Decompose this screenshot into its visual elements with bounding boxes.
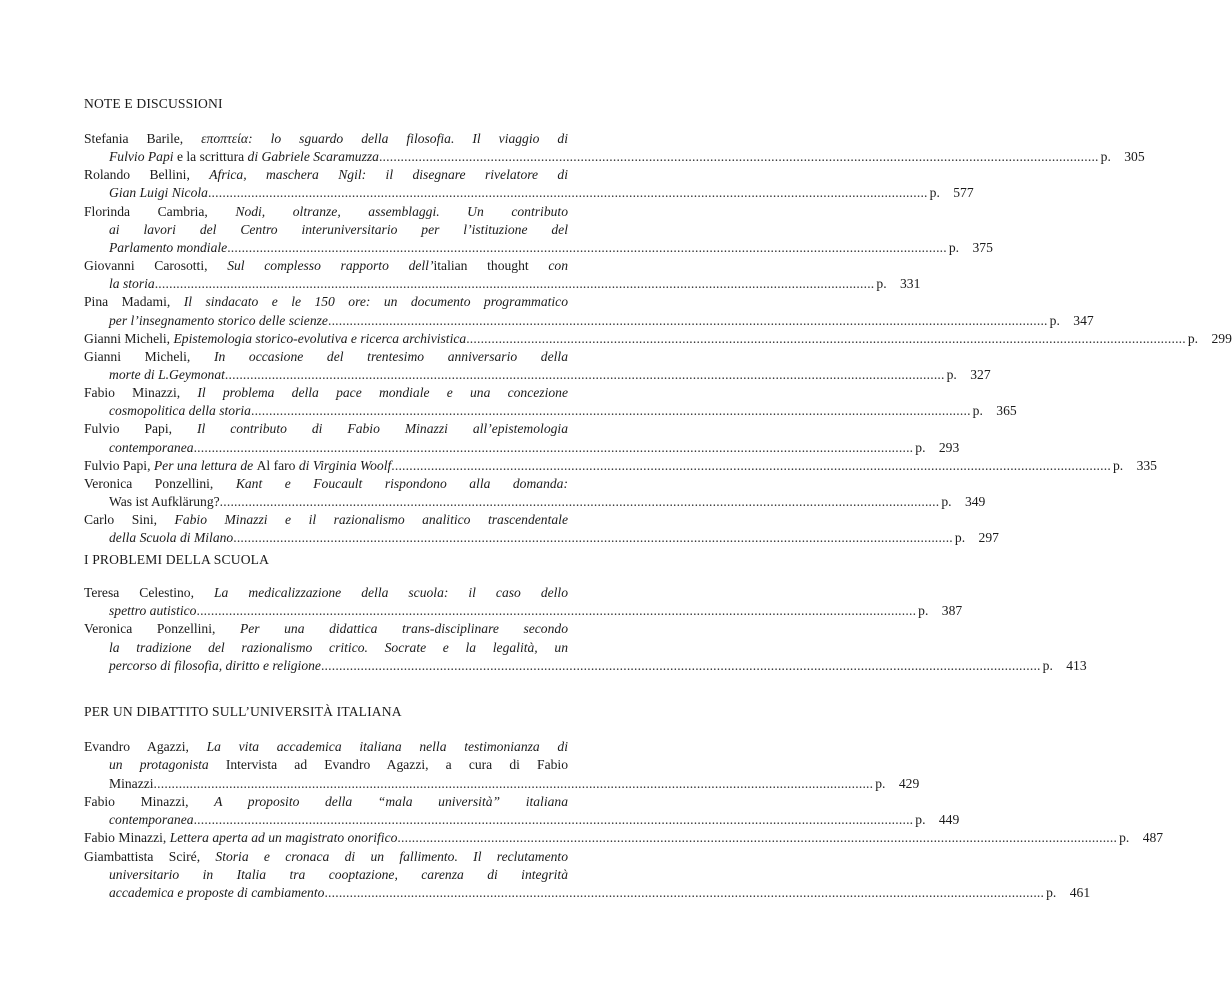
entry-title-italic: Per una didattica trans-disciplinare secondo xyxy=(239,621,568,637)
entry-text xyxy=(84,585,568,600)
entry-text-run: Florinda Cambria, xyxy=(84,203,236,219)
entry-title-italic: con xyxy=(548,258,568,274)
toc-entry-line xyxy=(109,884,1091,902)
page-abbrev: p. xyxy=(1042,657,1053,673)
entry-title-italic: Sul complesso rapporto dell’ xyxy=(227,258,434,274)
entry-text xyxy=(109,657,321,675)
toc-entry-line xyxy=(84,166,568,184)
page-abbrev: p. xyxy=(1100,149,1111,165)
page-abbrev: p. xyxy=(941,494,952,509)
page-number: 349 xyxy=(964,494,986,509)
entry-text xyxy=(84,739,568,754)
entry-text-run: Teresa Celestino, xyxy=(84,585,214,600)
toc-entry-line xyxy=(109,221,568,239)
page-abbrev: p. xyxy=(1112,457,1124,473)
dot-leader: ........................................................................................................................................................................................................ xyxy=(193,812,914,827)
entry-text xyxy=(84,849,568,864)
page-number: 429 xyxy=(898,775,920,791)
entry-text xyxy=(109,366,225,384)
entry-text xyxy=(84,512,568,527)
page-abbrev: p. xyxy=(972,403,983,419)
entry-text-run: Al faro xyxy=(256,457,299,473)
page-number: 375 xyxy=(972,239,993,255)
toc-entry-line xyxy=(109,275,921,293)
entry-title-italic: Fabio Minazzi e il razionalismo analitico trascendentale xyxy=(174,512,568,528)
entry-text-run: Minazzi xyxy=(109,775,154,791)
page-reference xyxy=(916,602,962,620)
page-reference xyxy=(1099,148,1145,166)
entry-text xyxy=(109,529,233,547)
entry-text xyxy=(109,148,379,166)
entry-title-italic: La medicalizzazione della scuola: il caso dello xyxy=(214,585,568,600)
entry-title-italic: Per una lettura de xyxy=(153,457,257,473)
page-reference xyxy=(1117,829,1163,847)
toc-entry-line xyxy=(84,457,1157,475)
page-abbrev: p. xyxy=(1049,312,1060,328)
entry-title-italic: Il contributo di Fabio Minazzi all’epistemologia xyxy=(197,421,568,437)
entry-text xyxy=(84,794,568,809)
entry-text-run: italian thought xyxy=(433,258,549,274)
entry-text xyxy=(109,867,568,882)
entry-title-italic: di Virginia Woolf xyxy=(298,457,392,473)
entry-title-italic: della Scuola di Milano xyxy=(109,530,234,546)
entry-title-italic: morte di L.Geymonat xyxy=(109,366,225,382)
entry-text xyxy=(109,439,194,457)
toc-entry-line xyxy=(84,829,1164,847)
page-abbrev: p. xyxy=(1187,330,1199,346)
page-number: 327 xyxy=(970,366,991,382)
entry-title-italic: ai lavori del Centro interuniversitario per l’istituzione del xyxy=(109,221,568,237)
page-abbrev: p. xyxy=(1046,885,1057,900)
entry-title-italic: di Gabriele Scaramuzza xyxy=(244,149,379,165)
toc-entry-line xyxy=(84,348,568,366)
entry-title-italic: La vita accademica italiana nella testimonianza di xyxy=(206,739,568,754)
page-number: 365 xyxy=(996,403,1017,419)
entry-title-italic: la tradizione del razionalismo critico. Socrate e la legalità, un xyxy=(109,639,568,655)
toc-entry-line xyxy=(109,439,960,457)
page-abbrev: p. xyxy=(948,239,960,255)
entry-title-italic: contemporanea xyxy=(109,439,194,455)
page-reference xyxy=(947,239,993,257)
page-abbrev: p. xyxy=(915,439,926,455)
dot-leader: ........................................................................................................................................................................................................ xyxy=(250,403,971,419)
entry-text xyxy=(84,829,397,847)
toc-entry-line xyxy=(109,402,1017,420)
section-title: PER UN DIBATTITO SULL’UNIVERSITÀ ITALIANA xyxy=(84,704,402,719)
entry-text xyxy=(109,640,568,655)
toc-entry-line xyxy=(84,330,1232,348)
page-abbrev: p. xyxy=(1119,830,1130,846)
toc-entry-line xyxy=(84,793,568,811)
toc-entry-line xyxy=(84,257,568,275)
entry-text-run: scrittura xyxy=(199,149,245,165)
page-reference xyxy=(945,366,991,384)
toc-entry-line xyxy=(109,312,1094,330)
toc-entry-line xyxy=(109,184,974,202)
page-number: 331 xyxy=(900,276,921,292)
toc-entry-line xyxy=(84,584,568,602)
page-reference xyxy=(928,184,974,202)
toc-entry-line xyxy=(84,620,568,638)
entry-title-italic: Storia e cronaca di un fallimento. Il reclutamento xyxy=(215,848,568,864)
entry-text xyxy=(84,204,568,219)
page-number: 335 xyxy=(1136,457,1157,473)
dot-leader: ........................................................................................................................................................................................................ xyxy=(391,457,1111,473)
dot-leader: ........................................................................................................................................................................................................ xyxy=(207,185,928,201)
page-number: 347 xyxy=(1073,312,1094,328)
entry-text xyxy=(84,131,568,146)
entry-text xyxy=(84,330,466,348)
entry-text xyxy=(109,884,324,902)
dot-leader: ........................................................................................................................................................................................................ xyxy=(227,239,947,255)
entry-title-italic: cosmopolitica della storia xyxy=(109,403,251,419)
page-abbrev: p. xyxy=(954,530,966,546)
page-abbrev: p. xyxy=(915,812,926,827)
entry-title-italic: per l’insegnamento storico delle scienze xyxy=(109,312,328,328)
dot-leader: ........................................................................................................................................................................................................ xyxy=(378,149,1099,165)
page-number: 487 xyxy=(1142,830,1164,846)
dot-leader: ........................................................................................................................................................................................................ xyxy=(219,494,940,509)
page-number: 297 xyxy=(978,530,999,546)
entry-text-run: Rolando Bellini, xyxy=(84,167,210,183)
entry-text-run: Veronica Ponzellini, xyxy=(84,475,236,491)
entry-text-run: Carlo Sini, xyxy=(84,512,175,528)
page-abbrev: p. xyxy=(946,366,957,382)
entry-title-italic: Nodi, oltranze, assemblaggi. Un contributo xyxy=(235,203,568,219)
entry-text xyxy=(109,239,227,257)
entry-text xyxy=(84,349,568,364)
entry-title-italic: spettro autistico xyxy=(109,603,197,619)
entry-text xyxy=(109,602,196,620)
page-number: 449 xyxy=(938,812,960,827)
toc-entry-line xyxy=(109,657,1087,675)
entry-text xyxy=(109,493,220,511)
entry-title-italic: universitario in Italia tra cooptazione, carenza di integrità xyxy=(109,866,568,882)
entry-title-italic: Il problema della pace mondiale e una concezione xyxy=(197,385,568,401)
toc-entry-line xyxy=(109,529,999,547)
entry-title-italic: Fulvio Papi xyxy=(109,149,174,165)
entry-text xyxy=(109,184,208,202)
entry-text xyxy=(109,775,154,793)
entry-title-italic: Kant e Foucault rispondono alla domanda: xyxy=(235,475,568,491)
entry-text-run: Evandro Agazzi, xyxy=(84,739,207,754)
dot-leader: ........................................................................................................................................................................................................ xyxy=(193,439,914,455)
page-number: 461 xyxy=(1069,885,1091,900)
toc-entry-line xyxy=(84,848,568,866)
entry-title-italic: εποπτεία: lo sguardo della filosofia. Il viaggio di xyxy=(201,131,569,146)
entry-text xyxy=(109,222,568,237)
entry-text xyxy=(84,457,391,475)
page-reference xyxy=(874,275,920,293)
toc-entry-line xyxy=(109,866,568,884)
entry-text-run: Veronica Ponzellini, xyxy=(84,621,240,637)
entry-text-run: Fabio Minazzi, xyxy=(84,793,215,809)
section-title: NOTE E DISCUSSIONI xyxy=(84,96,223,111)
entry-text xyxy=(109,312,328,330)
entry-title-italic: contemporanea xyxy=(109,812,194,827)
entry-text-run: Giovanni Carosotti, xyxy=(84,258,228,274)
toc-entry-line xyxy=(84,475,568,493)
toc-entry-line xyxy=(109,811,960,829)
entry-text xyxy=(109,275,155,293)
toc-entry-line xyxy=(109,148,1145,166)
dot-leader: ........................................................................................................................................................................................................ xyxy=(327,312,1048,328)
toc-entry-line xyxy=(109,756,568,774)
entry-title-italic: In occasione del trentesimo anniversario della xyxy=(213,348,568,364)
page-number: 387 xyxy=(941,603,963,619)
entry-title-italic: Africa, maschera Ngil: il disegnare rivelatore di xyxy=(209,167,569,183)
toc-entry-line xyxy=(109,775,920,793)
dot-leader: ........................................................................................................................................................................................................ xyxy=(196,603,917,619)
page-reference xyxy=(1044,884,1090,902)
dot-leader: ........................................................................................................................................................................................................ xyxy=(397,830,1118,846)
entry-text-run: Fabio Minazzi, xyxy=(84,830,170,846)
entry-text xyxy=(109,402,251,420)
entry-title-italic: Lettera aperta ad un magistrato onorifico xyxy=(169,830,398,846)
entry-text xyxy=(84,258,568,273)
dot-leader: ........................................................................................................................................................................................................ xyxy=(233,530,953,546)
page-reference xyxy=(913,811,959,829)
entry-title-italic: percorso di filosofia, diritto e religione xyxy=(109,657,321,673)
page-number: 413 xyxy=(1066,657,1087,673)
entry-text xyxy=(84,385,568,400)
entry-text-run: Fabio Minazzi, xyxy=(84,385,198,401)
toc-entry-line xyxy=(84,738,568,756)
entry-text xyxy=(84,476,568,491)
toc-entry-line xyxy=(109,366,991,384)
page-reference xyxy=(971,402,1017,420)
page-abbrev: p. xyxy=(918,603,929,619)
page-number: 305 xyxy=(1124,149,1145,165)
page-number: 577 xyxy=(953,185,974,201)
entry-text-run: Intervista ad Evandro Agazzi, a cura di Fabio xyxy=(208,757,568,773)
entry-text-run: Was ist Aufklärung? xyxy=(109,494,220,509)
entry-title-italic: Epistemologia storico-evolutiva e ricerca archivistica xyxy=(173,330,467,346)
toc-entry-line xyxy=(109,239,993,257)
dot-leader: ........................................................................................................................................................................................................ xyxy=(224,366,945,382)
entry-text xyxy=(84,294,568,309)
section-title: I PROBLEMI DELLA SCUOLA xyxy=(84,552,270,567)
entry-text-run: Gianni Micheli, xyxy=(84,330,174,346)
entry-text-run: e la xyxy=(173,149,200,165)
dot-leader: ........................................................................................................................................................................................................ xyxy=(320,657,1041,673)
entry-text-run: Stefania Barile, xyxy=(84,131,202,146)
entry-title-italic: Gian Luigi Nicola xyxy=(109,185,208,201)
entry-text xyxy=(84,167,568,182)
dot-leader: ........................................................................................................................................................................................................ xyxy=(153,775,874,791)
entry-title-italic: Parlamento mondiale xyxy=(109,239,228,255)
page-reference xyxy=(913,439,959,457)
toc-entry-line xyxy=(109,639,568,657)
page-reference xyxy=(873,775,919,793)
page-reference xyxy=(1048,312,1094,330)
entry-text xyxy=(84,421,568,436)
page-number: 299 xyxy=(1211,330,1232,346)
entry-text-run: Gianni Micheli, xyxy=(84,348,214,364)
toc-entry-line xyxy=(109,493,986,511)
page-abbrev: p. xyxy=(929,185,940,201)
entry-text-run: Fulvio Papi, xyxy=(84,421,197,437)
toc-entry-line xyxy=(84,130,568,148)
toc-entry-line xyxy=(84,511,568,529)
entry-title-italic: un protagonista xyxy=(109,757,209,773)
entry-title-italic: Il sindacato e le 150 ore: un documento programmatico xyxy=(183,294,569,310)
page-reference xyxy=(1186,330,1232,348)
entry-text xyxy=(84,621,568,636)
dot-leader: ........................................................................................................................................................................................................ xyxy=(466,330,1186,346)
entry-text-run: Pina Madami, xyxy=(84,294,184,310)
entry-text xyxy=(109,757,568,772)
page-number: 293 xyxy=(938,439,960,455)
entry-text-run: Fulvio Papi, xyxy=(84,457,154,473)
page-abbrev: p. xyxy=(876,276,887,292)
toc-entry-line xyxy=(109,602,963,620)
toc-entry-line xyxy=(84,420,568,438)
entry-title-italic: accademica e proposte di cambiamento xyxy=(109,885,325,900)
toc-entry-line xyxy=(84,203,568,221)
dot-leader: ........................................................................................................................................................................................................ xyxy=(154,276,875,292)
page-reference xyxy=(939,493,985,511)
entry-text-run: Giambattista Sciré, xyxy=(84,848,216,864)
toc-entry-line xyxy=(84,293,568,311)
toc-entry-line xyxy=(84,384,568,402)
page-abbrev: p. xyxy=(875,775,886,791)
page-reference xyxy=(953,529,999,547)
entry-text xyxy=(109,811,194,829)
dot-leader: ........................................................................................................................................................................................................ xyxy=(324,885,1045,900)
page-reference xyxy=(1041,657,1087,675)
entry-title-italic: A proposito della “mala università” italiana xyxy=(214,793,568,809)
page-reference xyxy=(1111,457,1157,475)
entry-title-italic: la storia xyxy=(109,276,155,292)
